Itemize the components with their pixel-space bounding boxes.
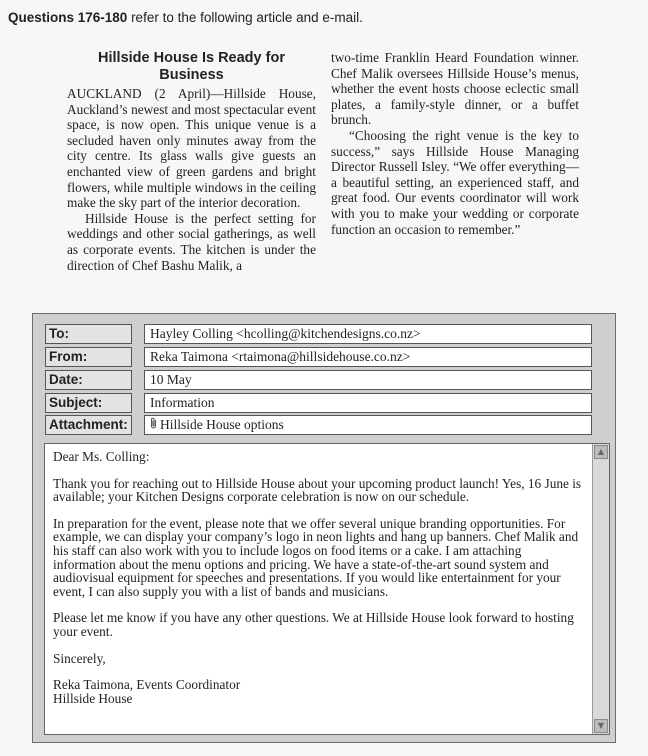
email-to-row [45,324,592,344]
scroll-down-arrow-icon[interactable]: ▼ [594,719,608,733]
email-signature-name: Reka Taimona, Events Coordinator [53,677,241,693]
paperclip-icon [150,416,157,434]
date-label: Date: [45,370,132,390]
vertical-scrollbar[interactable] [592,444,609,734]
from-field[interactable]: Reka Taimona <rtaimona@hillsidehouse.co.nz> [144,347,592,367]
email-attachment-row [45,415,592,435]
article-paragraph-2: Hillside House is the perfect setting for weddings and other social gatherings, as well as corporate events. The kitchen is under the direction of Chef Bashu Malik, a [67,210,316,273]
article-title: Hillside House Is Ready for Business [98,50,285,83]
attachment-label: Attachment: [45,415,132,435]
subject-label: Subject: [45,393,132,413]
email-paragraph-1: Thank you for reaching out to Hillside House about your upcoming product launch! Yes, 16 June is available; your Kitchen Designs corporate celebration is now on our schedule. [53,475,582,505]
article-paragraph-3: two-time Franklin Heard Foundation winner. Chef Malik oversees Hillside House’s menus, whether the event hosts choose eclectic small plates, a family-style dinner, or a buffet brunch. [331,50,579,128]
article-column-left [67,50,316,273]
questions-header [8,10,640,25]
instructions-text: refer to the following article and e-mail. [127,10,363,25]
email-body[interactable] [44,443,610,735]
scroll-up-arrow-icon[interactable]: ▲ [594,445,608,459]
questions-label: Questions 176-180 [8,10,128,25]
email-paragraph-2: In preparation for the event, please note that we offer several unique branding opportunities. For example, we can display your company’s logo in neon lights and hang up banners. Chef Malik and his staff can also work with you to include logos on food items or a cake. I am attaching information about the menu options and pricing. We have a state-of-the-art sound system and audiovisual equipment for speeches and presentations. If you would like entertainment for your event, I can also supply you with a list of bands and musicians. [53,515,579,599]
email-date-row [45,370,592,390]
email-window [32,313,616,743]
email-paragraph-3: Please let me know if you have any other questions. We at Hillside House look forward to hosting your event. [53,610,574,639]
article-paragraph-4: “Choosing the right venue is the key to success,” says Hillside House Managing Director Russell Isley. “We offer everything—a beautiful setting, an experienced staff, and great food. Our events coordinator will work with you to make your wedding or corporate function an occasion to remember.” [331,127,579,237]
subject-field[interactable]: Information [144,393,592,413]
email-body-text [53,450,583,705]
attachment-filename: Hillside House options [160,417,284,432]
email-signature-org: Hillside House [53,690,133,706]
from-label: From: [45,347,132,367]
to-field[interactable]: Hayley Colling <hcolling@kitchendesigns.co.nz> [144,324,592,344]
article-paragraph-1: AUCKLAND (2 April)—Hillside House, Auckland’s newest and most spectacular event space, is now open. This unique venue is a secluded haven only minutes away from the city centre. Its glass walls give guests an enchanted view of green gardens and bright flowers, while multiple windows in the ceiling make the sky part of the interior decoration. [67,86,316,211]
article-column-right [331,50,579,237]
email-greeting: Dear Ms. Colling: [53,449,150,464]
email-closing: Sincerely, [53,650,106,666]
email-from-row [45,347,592,367]
date-field[interactable]: 10 May [144,370,592,390]
to-label: To: [45,324,132,344]
email-subject-row [45,393,592,413]
attachment-field[interactable] [144,415,592,435]
